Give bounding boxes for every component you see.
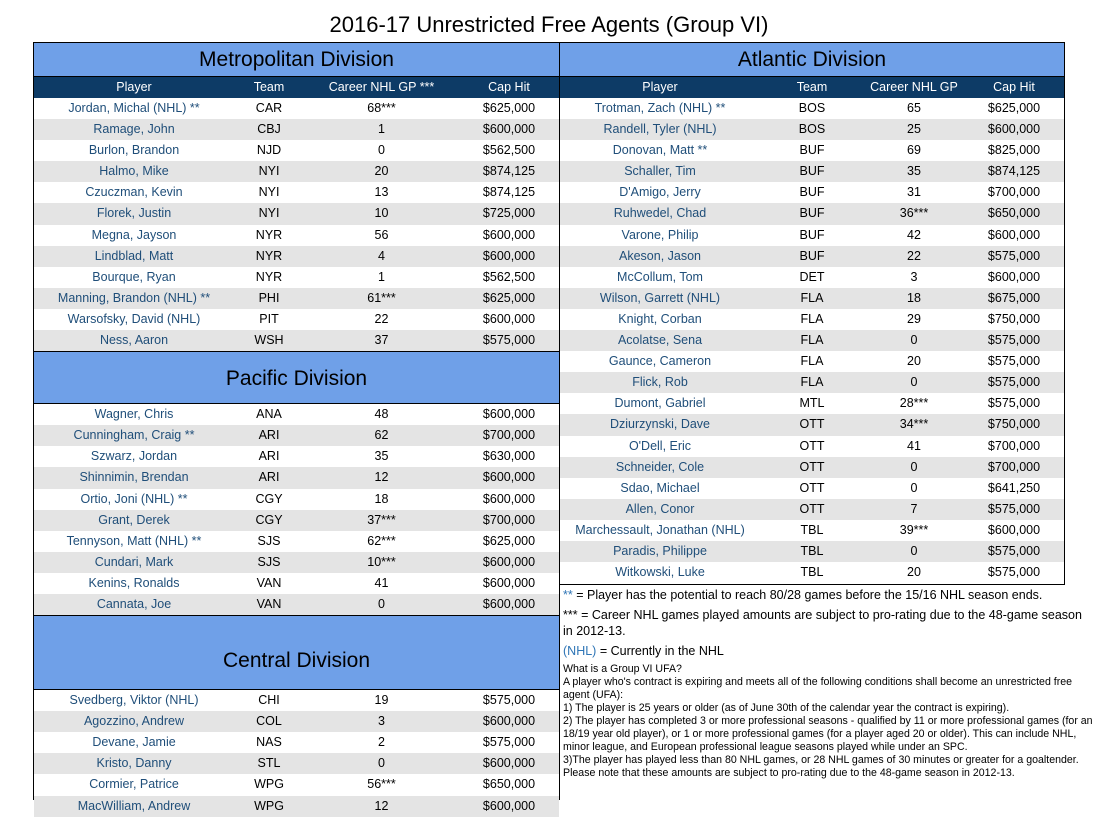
atlantic-rows — [560, 98, 1064, 583]
cell-career-gp: 0 — [378, 596, 385, 611]
cell-career-gp: 0 — [378, 756, 385, 771]
ufa-line: What is a Group VI UFA? — [563, 663, 682, 675]
cell-career-gp: 22 — [907, 248, 921, 263]
table-row — [560, 351, 1064, 372]
ufa-definition — [563, 663, 1093, 780]
cell-cap-hit: $600,000 — [987, 269, 1041, 284]
table-row — [34, 594, 559, 615]
cell-career-gp: 3 — [378, 714, 385, 729]
table-row — [560, 499, 1064, 520]
cell-team: VAN — [256, 575, 282, 590]
cell-player: Schneider, Cole — [615, 459, 705, 474]
cell-team: CHI — [258, 693, 280, 708]
cell-career-gp: 62*** — [367, 533, 396, 548]
cell-team: BOS — [798, 101, 826, 115]
cell-team: BUF — [799, 206, 825, 221]
cell-team: BUF — [799, 185, 825, 200]
cell-player: Tennyson, Matt (NHL) ** — [66, 533, 202, 548]
cell-career-gp: 41 — [907, 438, 921, 453]
cell-career-gp: 1 — [378, 269, 385, 284]
table-row — [34, 288, 559, 309]
cell-career-gp: 0 — [910, 543, 918, 558]
cell-player: Witkowski, Luke — [615, 565, 705, 580]
cell-player: Wilson, Garrett (NHL) — [599, 290, 721, 305]
cell-cap-hit: $575,000 — [482, 735, 536, 750]
cell-career-gp: 37*** — [367, 512, 396, 527]
table-row — [34, 309, 559, 330]
cell-player: Grant, Derek — [98, 512, 170, 527]
cell-player: Manning, Brandon (NHL) ** — [57, 290, 211, 305]
ufa-line: A player who's contract is expiring and meets all of the following conditions shall become an unrestricted free agent (UFA): — [563, 676, 1073, 701]
table-row — [560, 372, 1064, 393]
cell-career-gp: 35 — [907, 164, 921, 179]
cell-career-gp: 0 — [378, 143, 385, 158]
cell-cap-hit: $575,000 — [987, 543, 1041, 558]
cell-player: Czuczman, Kevin — [85, 185, 183, 200]
cell-team: STL — [257, 756, 281, 771]
cell-career-gp: 18 — [907, 290, 921, 305]
col-cap-hit: Cap Hit — [488, 80, 530, 94]
cell-cap-hit: $600,000 — [482, 122, 536, 137]
cell-team: CGY — [255, 491, 283, 506]
cell-team: NYI — [258, 185, 280, 200]
cell-player: Sdao, Michael — [620, 480, 700, 495]
table-row — [560, 119, 1064, 140]
cell-cap-hit: $625,000 — [482, 101, 536, 115]
cell-cap-hit: $575,000 — [987, 354, 1041, 369]
cell-career-gp: 0 — [910, 459, 918, 474]
ufa-line: 1) The player is 25 years or older (as of June 30th of the calendar year the contract is expiring). — [563, 702, 1010, 714]
central-rows — [34, 690, 559, 817]
col-cap-hit: Cap Hit — [993, 80, 1035, 94]
note-nhl-mark: (NHL) — [563, 644, 597, 658]
cell-team: TBL — [800, 543, 824, 558]
table-row — [560, 288, 1064, 309]
cell-team: CGY — [255, 512, 283, 527]
cell-player: Akeson, Jason — [619, 248, 701, 263]
cell-cap-hit: $600,000 — [482, 798, 536, 813]
cell-team: NYI — [258, 164, 280, 179]
table-row — [34, 203, 559, 224]
col-career-gp: Career NHL GP *** — [328, 80, 435, 94]
cell-player: Warsofsky, David (NHL) — [67, 311, 201, 326]
cell-cap-hit: $650,000 — [482, 777, 536, 792]
cell-player: Kenins, Ronalds — [88, 575, 180, 590]
cell-cap-hit: $825,000 — [987, 143, 1041, 158]
ufa-line: 3)The player has played less than 80 NHL games, or 28 NHL games of 30 minutes or greater for a goaltender. Please note that these amounts are subject to pro-rating due to the 48-game season in 2012-13. — [563, 754, 1079, 779]
col-player: Player — [642, 80, 678, 94]
note-nhl — [563, 643, 1093, 659]
cell-cap-hit: $600,000 — [482, 756, 536, 771]
col-team: Team — [796, 80, 828, 94]
cell-player: D'Amigo, Jerry — [619, 185, 701, 200]
table-row — [34, 690, 559, 711]
note-double-star — [563, 587, 1093, 603]
table-row — [34, 98, 559, 119]
cell-career-gp: 48 — [374, 407, 389, 422]
table-row — [34, 552, 559, 573]
cell-player: Cannata, Joe — [96, 596, 172, 611]
cell-team: NAS — [256, 735, 282, 750]
cell-team: FLA — [800, 375, 824, 390]
left-column-header — [34, 77, 559, 98]
cell-cap-hit: $625,000 — [482, 533, 536, 548]
table-row — [34, 425, 559, 446]
col-career-gp: Career NHL GP — [870, 80, 958, 94]
cell-cap-hit: $575,000 — [987, 375, 1041, 390]
cell-career-gp: 1 — [378, 122, 385, 137]
cell-team: OTT — [799, 501, 825, 516]
note-double-star-text: = Player has the potential to reach 80/28 games before the 15/16 NHL season ends. — [572, 588, 1043, 602]
cell-career-gp: 31 — [907, 185, 921, 200]
cell-team: FLA — [800, 333, 824, 348]
cell-cap-hit: $750,000 — [987, 417, 1041, 432]
cell-player: Varone, Philip — [621, 227, 699, 242]
cell-cap-hit: $575,000 — [987, 333, 1041, 348]
cell-career-gp: 41 — [374, 575, 389, 590]
cell-player: Kristo, Danny — [96, 756, 172, 771]
table-row — [560, 330, 1064, 351]
cell-player: MacWilliam, Andrew — [77, 798, 191, 813]
notes — [563, 587, 1093, 780]
table-row — [560, 140, 1064, 161]
cell-player: Allen, Conor — [625, 501, 695, 516]
cell-career-gp: 25 — [907, 122, 921, 137]
cell-cap-hit: $725,000 — [482, 206, 536, 221]
cell-team: OTT — [799, 438, 825, 453]
cell-cap-hit: $650,000 — [987, 206, 1041, 221]
cell-team: SJS — [257, 533, 281, 548]
cell-cap-hit: $630,000 — [482, 449, 536, 464]
cell-cap-hit: $874,125 — [482, 185, 536, 200]
cell-cap-hit: $600,000 — [482, 596, 536, 611]
cell-player: Dumont, Gabriel — [614, 396, 706, 411]
table-row — [560, 246, 1064, 267]
table-row — [34, 446, 559, 467]
cell-team: WSH — [254, 333, 284, 348]
table-row — [34, 140, 559, 161]
cell-player: Jordan, Michal (NHL) ** — [68, 101, 200, 115]
cell-team: MTL — [799, 396, 825, 411]
cell-cap-hit: $625,000 — [482, 290, 536, 305]
table-row — [560, 520, 1064, 541]
cell-player: Trotman, Zach (NHL) ** — [594, 101, 726, 115]
table-row — [34, 531, 559, 552]
cell-cap-hit: $600,000 — [482, 491, 536, 506]
right-column-header — [560, 77, 1064, 98]
cell-team: TBL — [800, 522, 824, 537]
cell-team: OTT — [799, 459, 825, 474]
table-row — [560, 309, 1064, 330]
cell-player: Burlon, Brandon — [88, 143, 180, 158]
table-row — [560, 541, 1064, 562]
cell-player: Dziurzynski, Dave — [609, 417, 711, 432]
table-row — [34, 573, 559, 594]
cell-career-gp: 29 — [907, 311, 921, 326]
cell-player: Donovan, Matt ** — [612, 143, 708, 158]
col-team: Team — [253, 80, 285, 94]
cell-team: ANA — [256, 407, 282, 422]
cell-team: CAR — [255, 101, 283, 115]
cell-cap-hit: $641,250 — [987, 480, 1041, 495]
cell-career-gp: 12 — [374, 470, 389, 485]
cell-cap-hit: $562,500 — [482, 143, 536, 158]
table-row — [34, 510, 559, 531]
right-panel — [560, 42, 1065, 585]
cell-player: Randell, Tyler (NHL) — [603, 122, 717, 137]
cell-team: WPG — [254, 798, 284, 813]
cell-career-gp: 20 — [374, 164, 389, 179]
cell-cap-hit: $625,000 — [987, 101, 1041, 115]
table-row — [560, 457, 1064, 478]
cell-cap-hit: $700,000 — [987, 459, 1041, 474]
cell-career-gp: 4 — [378, 248, 385, 263]
cell-team: DET — [799, 269, 825, 284]
table-row — [560, 414, 1064, 435]
cell-team: PIT — [259, 311, 279, 326]
cell-career-gp: 65 — [907, 101, 921, 115]
cell-cap-hit: $600,000 — [987, 522, 1041, 537]
cell-player: Ruhwedel, Chad — [613, 206, 707, 221]
cell-career-gp: 7 — [910, 501, 918, 516]
table-row — [34, 267, 559, 288]
cell-cap-hit: $600,000 — [482, 470, 536, 485]
cell-cap-hit: $600,000 — [482, 311, 536, 326]
cell-team: NYR — [255, 269, 283, 284]
cell-cap-hit: $600,000 — [482, 554, 536, 569]
cell-cap-hit: $575,000 — [987, 396, 1041, 411]
note-double-star-mark: ** — [563, 588, 573, 602]
cell-career-gp: 56 — [374, 227, 389, 242]
cell-team: NYI — [258, 206, 280, 221]
cell-player: Acolatse, Sena — [617, 333, 703, 348]
table-row — [34, 225, 559, 246]
cell-team: ARI — [258, 428, 280, 443]
cell-career-gp: 69 — [907, 143, 921, 158]
atlantic-division-header: Atlantic Division — [560, 43, 1064, 77]
cell-team: OTT — [799, 480, 825, 495]
cell-team: TBL — [800, 565, 824, 580]
metropolitan-division-header: Metropolitan Division — [34, 43, 559, 77]
cell-career-gp: 0 — [910, 333, 918, 348]
cell-career-gp: 68*** — [367, 101, 396, 115]
cell-player: Shinnimin, Brendan — [79, 470, 189, 485]
cell-team: NYR — [255, 227, 283, 242]
table-row — [34, 796, 559, 817]
cell-player: Szwarz, Jordan — [90, 449, 178, 464]
table-row — [34, 182, 559, 203]
cell-player: Svedberg, Viktor (NHL) — [69, 693, 199, 708]
cell-cap-hit: $600,000 — [482, 575, 536, 590]
table-row — [34, 732, 559, 753]
table-row — [34, 467, 559, 488]
cell-player: Ortio, Joni (NHL) ** — [80, 491, 188, 506]
cell-team: FLA — [800, 311, 824, 326]
cell-team: COL — [256, 714, 282, 729]
cell-career-gp: 19 — [374, 693, 389, 708]
col-player: Player — [116, 80, 152, 94]
cell-player: Schaller, Tim — [624, 164, 696, 179]
cell-player: Ramage, John — [93, 122, 175, 137]
cell-player: Devane, Jamie — [92, 735, 176, 750]
cell-player: McCollum, Tom — [617, 269, 703, 284]
cell-career-gp: 3 — [910, 269, 918, 284]
table-row — [34, 753, 559, 774]
cell-cap-hit: $700,000 — [987, 438, 1041, 453]
table-row — [34, 330, 559, 351]
note-triple-star: *** = Career NHL games played amounts are subject to pro-rating due to the 48-game season in 2012-13. — [563, 608, 1082, 638]
cell-player: Halmo, Mike — [99, 164, 169, 179]
cell-team: VAN — [256, 596, 282, 611]
ufa-line: 2) The player has completed 3 or more professional seasons - qualified by 11 or more professional games (for an 18/19 year old player), or 1 or more professional games (for a player aged 20 or older). This can include NHL, minor league, and European professional league seasons played while under an SPC. — [563, 715, 1093, 753]
cell-team: BUF — [799, 164, 825, 179]
cell-career-gp: 0 — [910, 375, 918, 390]
cell-team: PHI — [258, 290, 280, 305]
cell-career-gp: 20 — [907, 354, 921, 369]
cell-team: CBJ — [257, 122, 281, 137]
cell-career-gp: 20 — [907, 565, 921, 580]
cell-player: Cundari, Mark — [94, 554, 174, 569]
table-row — [34, 119, 559, 140]
table-row — [560, 436, 1064, 457]
cell-team: BUF — [799, 227, 825, 242]
cell-team: OTT — [799, 417, 825, 432]
cell-player: Bourque, Ryan — [92, 269, 176, 284]
cell-career-gp: 2 — [378, 735, 385, 750]
cell-cap-hit: $874,125 — [482, 164, 536, 179]
table-row — [34, 246, 559, 267]
cell-cap-hit: $750,000 — [987, 311, 1041, 326]
cell-cap-hit: $675,000 — [987, 290, 1041, 305]
cell-cap-hit: $600,000 — [987, 122, 1041, 137]
pacific-division-header: Pacific Division — [34, 351, 559, 404]
table-row — [34, 711, 559, 732]
cell-cap-hit: $575,000 — [482, 333, 536, 348]
table-row — [560, 562, 1064, 583]
cell-cap-hit: $874,125 — [987, 164, 1041, 179]
cell-team: BOS — [798, 122, 826, 137]
cell-cap-hit: $600,000 — [987, 227, 1041, 242]
cell-career-gp: 0 — [910, 480, 918, 495]
table-row — [34, 161, 559, 182]
cell-career-gp: 13 — [374, 185, 389, 200]
cell-career-gp: 61*** — [367, 290, 396, 305]
cell-career-gp: 10 — [374, 206, 389, 221]
cell-team: ARI — [258, 470, 280, 485]
cell-cap-hit: $575,000 — [987, 248, 1041, 263]
cell-career-gp: 42 — [907, 227, 921, 242]
cell-career-gp: 56*** — [367, 777, 396, 792]
table-row — [560, 225, 1064, 246]
cell-career-gp: 35 — [374, 449, 389, 464]
cell-team: FLA — [800, 290, 824, 305]
cell-career-gp: 22 — [374, 311, 389, 326]
cell-player: Flick, Rob — [632, 375, 688, 390]
cell-cap-hit: $575,000 — [482, 693, 536, 708]
cell-cap-hit: $600,000 — [482, 227, 536, 242]
table-row — [560, 161, 1064, 182]
metropolitan-rows — [34, 98, 559, 351]
note-nhl-text: = Currently in the NHL — [596, 644, 724, 658]
left-panel — [33, 42, 560, 813]
cell-team: ARI — [258, 449, 280, 464]
cell-team: NYR — [255, 248, 283, 263]
cell-cap-hit: $700,000 — [987, 185, 1041, 200]
cell-cap-hit: $600,000 — [482, 407, 536, 422]
cell-career-gp: 37 — [374, 333, 389, 348]
pacific-rows — [34, 404, 559, 615]
cell-player: Florek, Justin — [96, 206, 172, 221]
cell-career-gp: 10*** — [367, 554, 396, 569]
cell-career-gp: 62 — [374, 428, 389, 443]
cell-team: SJS — [257, 554, 281, 569]
cell-career-gp: 36*** — [899, 206, 929, 221]
table-row — [34, 774, 559, 795]
cell-team: WPG — [254, 777, 284, 792]
cell-team: NJD — [256, 143, 282, 158]
cell-cap-hit: $600,000 — [482, 714, 536, 729]
cell-player: Ness, Aaron — [99, 333, 169, 348]
table-row — [560, 267, 1064, 288]
cell-cap-hit: $575,000 — [987, 565, 1041, 580]
table-row — [560, 98, 1064, 119]
table-row — [560, 203, 1064, 224]
cell-player: Agozzino, Andrew — [83, 714, 185, 729]
table-row — [34, 489, 559, 510]
cell-team: BUF — [799, 248, 825, 263]
cell-career-gp: 39*** — [899, 522, 929, 537]
cell-career-gp: 18 — [374, 491, 389, 506]
cell-cap-hit: $700,000 — [482, 512, 536, 527]
cell-player: Wagner, Chris — [94, 407, 174, 422]
cell-cap-hit: $562,500 — [482, 269, 536, 284]
cell-career-gp: 34*** — [899, 417, 929, 432]
cell-player: Marchessault, Jonathan (NHL) — [575, 522, 745, 537]
cell-team: BUF — [799, 143, 825, 158]
table-row — [560, 478, 1064, 499]
cell-player: Paradis, Philippe — [613, 543, 707, 558]
cell-cap-hit: $700,000 — [482, 428, 536, 443]
table-row — [560, 182, 1064, 203]
cell-cap-hit: $600,000 — [482, 248, 536, 263]
cell-player: Gaunce, Cameron — [608, 354, 712, 369]
cell-player: Knight, Corban — [618, 311, 702, 326]
table-row — [34, 404, 559, 425]
central-division-header: Central Division — [34, 615, 559, 690]
cell-career-gp: 12 — [374, 798, 389, 813]
cell-player: Cormier, Patrice — [89, 777, 179, 792]
cell-player: Megna, Jayson — [91, 227, 177, 242]
page-title: 2016-17 Unrestricted Free Agents (Group VI) — [329, 12, 769, 37]
table-row — [560, 393, 1064, 414]
cell-team: FLA — [800, 354, 824, 369]
cell-player: Cunningham, Craig ** — [73, 428, 195, 443]
cell-cap-hit: $575,000 — [987, 501, 1041, 516]
cell-player: Lindblad, Matt — [94, 248, 174, 263]
cell-career-gp: 28*** — [899, 396, 929, 411]
cell-player: O'Dell, Eric — [628, 438, 692, 453]
